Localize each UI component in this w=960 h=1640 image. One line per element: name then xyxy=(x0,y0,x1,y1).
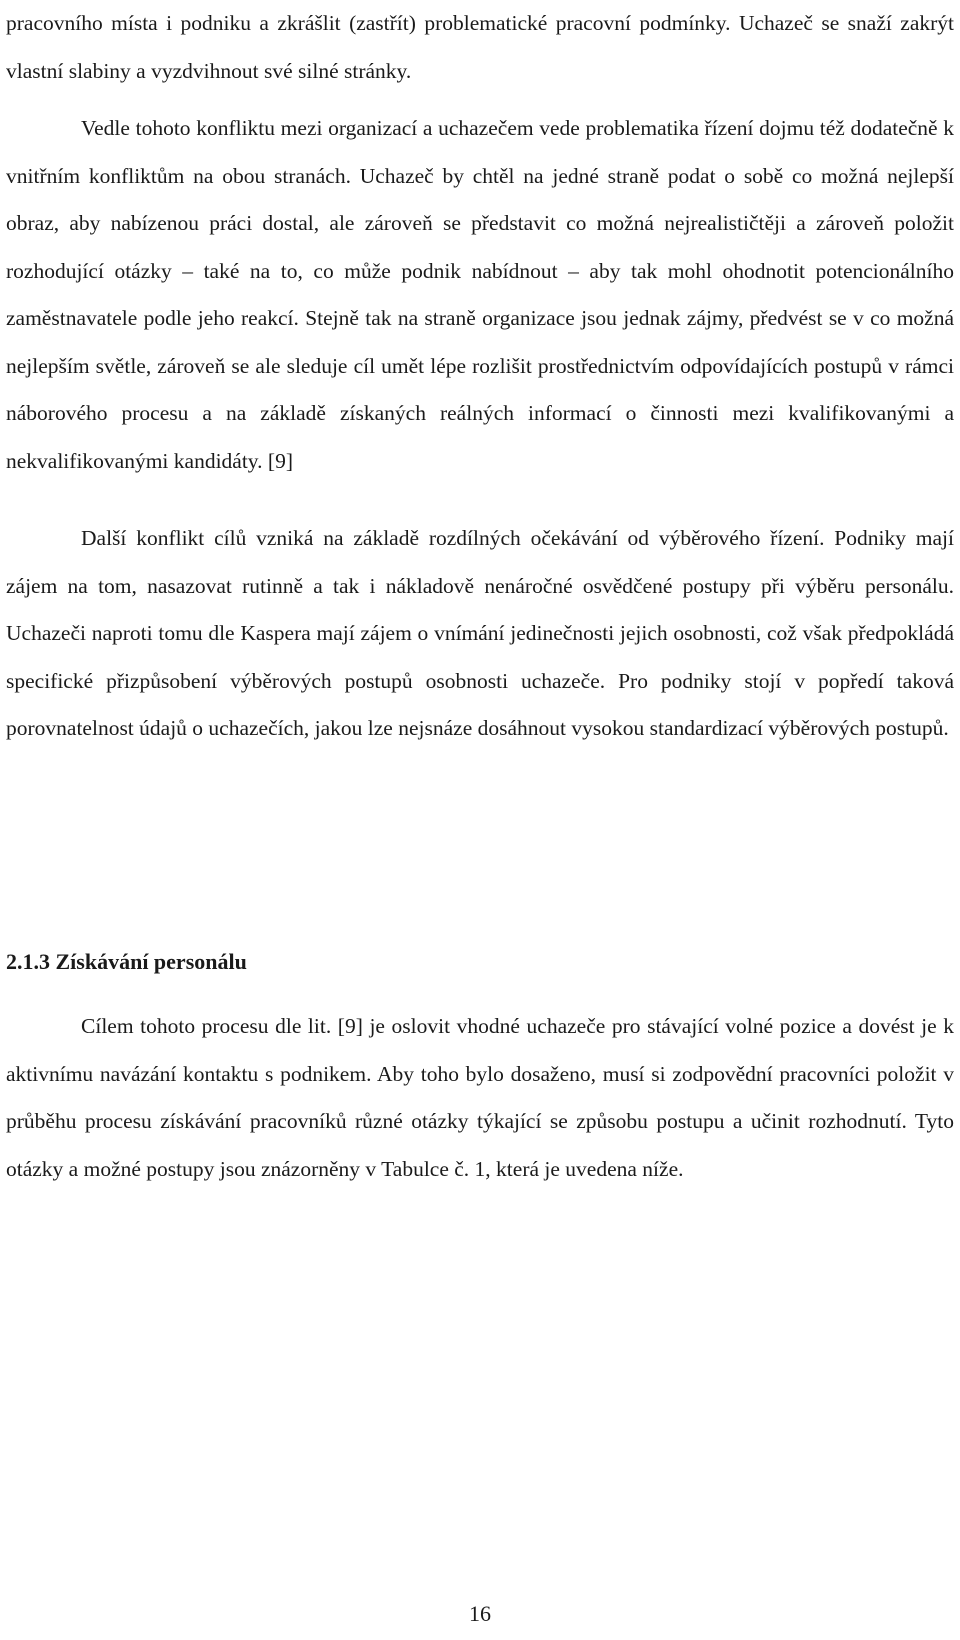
page-number: 16 xyxy=(469,1601,491,1626)
body-text-bottom xyxy=(6,1003,954,1193)
paragraph-impression-management: Vedle tohoto konfliktu mezi organizací a uchazečem vede problematika řízení dojmu též dodatečně k vnitřním konfliktům na obou stranách. Uchazeč by chtěl na jedné straně podat o sobě co možná nejlepší obraz, aby nabízenou práci dostal, ale zároveň se představit co možná nejrealističtěji a zároveň položit rozhodující otázky – také na to, co může podnik nabídnout – aby tak mohl ohodnotit potencionálního zaměstnavatele podle jeho reakcí. Stejně tak na straně organizace jsou jednak zájmy, předvést se v co možná nejlepším světle, zároveň se ale sleduje cíl umět lépe rozlišit prostřednictvím odpovídajících postupů v rámci náborového procesu a na základě získaných reálných informací o činnosti mezi kvalifikovanými a nekvalifikovanými kandidáty. [9] xyxy=(6,116,954,473)
paragraph-recruitment: Cílem tohoto procesu dle lit. [9] je oslovit vhodné uchazeče pro stávající volné pozice a dovést je k aktivnímu navázání kontaktu s podnikem. Aby toho bylo dosaženo, musí si zodpovědní pracovníci položit v průběhu procesu získávání pracovníků různé otázky týkající se způsobu postupu a učinit rozhodnutí. Tyto otázky a možné postupy jsou znázorněny v Tabulce č. 1, která je uvedena níže. xyxy=(6,1014,954,1181)
paragraph-continuation: pracovního místa i podniku a zkrášlit (zastřít) problematické pracovní podmínky. Uchazeč se snaží zakrýt vlastní slabiny a vyzdvihnout své silné stránky. xyxy=(6,11,954,83)
body-text-top xyxy=(6,0,954,753)
section-heading: 2.1.3 Získávání personálu xyxy=(6,949,247,974)
paragraph-goal-conflict: Další konflikt cílů vzniká na základě rozdílných očekávání od výběrového řízení. Podniky mají zájem na tom, nasazovat rutinně a tak i nákladově nenáročné osvědčené postupy při výběru personálu. Uchazeči naproti tomu dle Kaspera mají zájem o vnímání jedinečnosti jejich osobnosti, což však předpokládá specifické přizpůsobení výběrových postupů osobnosti uchazeče. Pro podniky stojí v popředí taková porovnatelnost údajů o uchazečích, jakou lze nejsnáze dosáhnout vysokou standardizací výběrových postupů. xyxy=(6,526,954,740)
